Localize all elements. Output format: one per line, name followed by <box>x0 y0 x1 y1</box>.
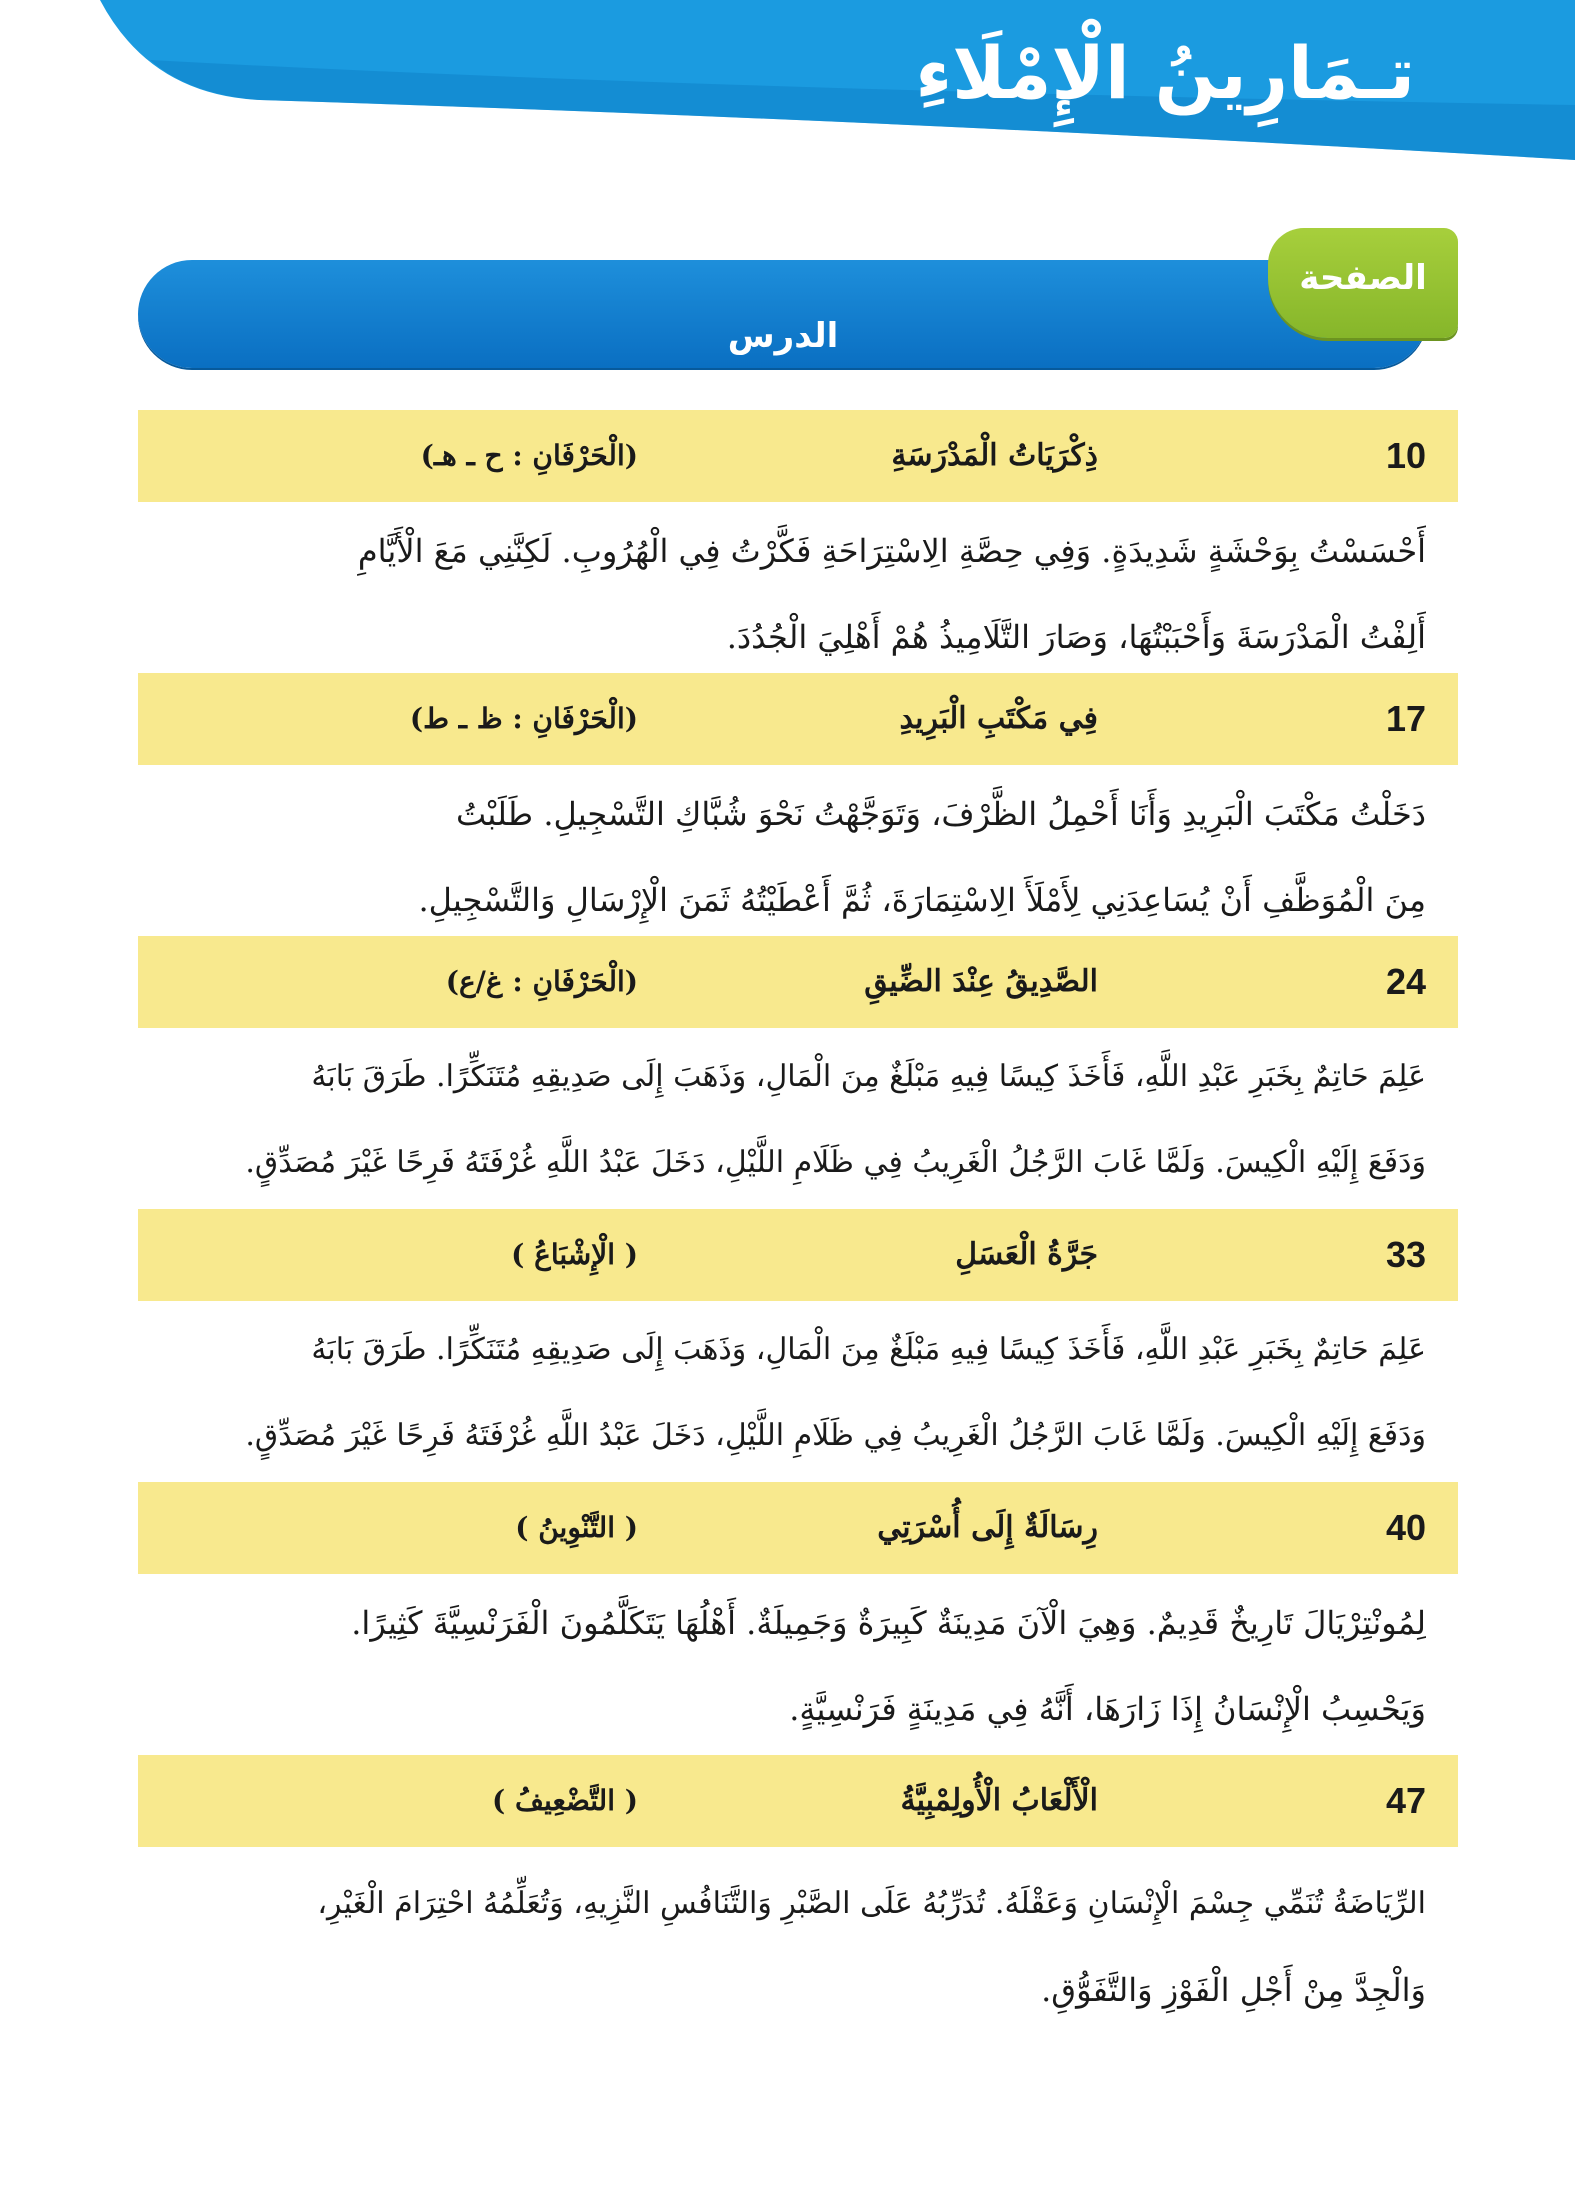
lesson-text-line: الرِّيَاضَةُ تُنَمِّي جِسْمَ الْإِنْسَانِ وَعَقْلَهُ. تُدَرِّبُهُ عَلَى الصَّبْرِ وَالتَّنَافُسِ النَّزِيهِ، وَتُعَلِّمُهُ احْتِرَامَ الْغَيْرِ، <box>317 1886 1426 1921</box>
lesson-text <box>138 1301 1458 1479</box>
page-title: تـمَارِينُ الْإِمْلَاءِ <box>915 31 1415 115</box>
lesson-title: جَرَّةُ الْعَسَلِ <box>955 1237 1098 1272</box>
lesson-page-number: 24 <box>1385 961 1426 1002</box>
lesson-text <box>138 765 1458 943</box>
lesson-text-line: دَخَلْتُ مَكْتَبَ الْبَرِيدِ وَأَنَا أَحْمِلُ الظَّرْفَ، وَتَوَجَّهْتُ نَحْوَ شُبَّاكِ التَّسْجِيلِ. طَلَبْتُ <box>456 795 1426 833</box>
lesson-topic: (الْحَرْفَانِ : غ/ع) <box>445 965 638 998</box>
lesson-header-row <box>138 410 1458 502</box>
lesson-header-row <box>138 1209 1458 1301</box>
lesson-text <box>138 1847 1458 2033</box>
lesson-title: فِي مَكْتَبِ الْبَرِيدِ <box>899 701 1098 736</box>
lesson-item <box>138 1482 1458 1755</box>
lesson-text-line: عَلِمَ حَاتِمٌ بِخَبَرِ عَبْدِ اللَّهِ، فَأَخَذَ كِيسًا فِيهِ مَبْلَغٌ مِنَ الْمَالِ، وَذَهَبَ إِلَى صَدِيقِهِ مُتَنَكِّرًا. طَرَقَ بَابَهُ <box>311 1332 1426 1367</box>
lesson-text-line: مِنَ الْمُوَظَّفِ أَنْ يُسَاعِدَنِي لِأَمْلَأَ الِاسْتِمَارَةَ، ثُمَّ أَعْطَيْتُهُ ثَمَنَ الْإِرْسَالِ وَالتَّسْجِيلِ. <box>418 881 1426 919</box>
lesson-header-row <box>138 936 1458 1028</box>
lesson-page-number: 10 <box>1385 435 1426 476</box>
lesson-text-line: أَلِفْتُ الْمَدْرَسَةَ وَأَحْبَبْتُهَا، وَصَارَ التَّلَامِيذُ هُمْ أَهْلِيَ الْجُدُدَ. <box>726 618 1426 656</box>
lesson-topic: ( التَّضْعِيفُ ) <box>492 1784 638 1817</box>
lesson-title: الصَّدِيقُ عِنْدَ الضِّيقِ <box>864 964 1098 999</box>
lesson-topic: ( الْإِشْبَاعُ ) <box>511 1238 638 1271</box>
lesson-topic: (الْحَرْفَانِ : ظ ـ ط) <box>409 702 638 735</box>
lesson-page-number: 47 <box>1385 1780 1426 1821</box>
lesson-text-line: وَالْجِدَّ مِنْ أَجْلِ الْفَوْزِ وَالتَّفَوُّقِ. <box>1041 1971 1426 2009</box>
table-header <box>138 228 1458 373</box>
lesson-text-line: وَدَفَعَ إِلَيْهِ الْكِيسَ. وَلَمَّا غَابَ الرَّجُلُ الْغَرِيبُ فِي ظَلَامِ اللَّيْلِ، دَخَلَ عَبْدُ اللَّهِ غُرْفَتَهُ فَرِحًا غَيْرَ مُصَدِّقٍ. <box>245 1145 1426 1180</box>
lesson-text <box>138 502 1458 680</box>
lesson-page-number: 17 <box>1385 698 1426 739</box>
lesson-text <box>138 1574 1458 1752</box>
header-page-label: الصفحة <box>1299 258 1427 298</box>
lesson-item <box>138 936 1458 1209</box>
lesson-item <box>138 1755 1458 2035</box>
lesson-topic: (الْحَرْفَانِ : ح ـ هـ) <box>420 439 638 472</box>
lesson-item <box>138 1209 1458 1482</box>
lesson-text-line: وَيَحْسِبُ الْإِنْسَانُ إِذَا زَارَهَا، أَنَّهُ فِي مَدِينَةٍ فَرَنْسِيَّةٍ. <box>789 1690 1426 1728</box>
lesson-header-row <box>138 1482 1458 1574</box>
lessons-list <box>138 410 1458 2035</box>
header-page-tab <box>1268 228 1458 338</box>
header-lesson-label: الدرس <box>727 316 839 356</box>
lesson-title: رِسَالَةٌ إِلَى أُسْرَتِي <box>877 1510 1098 1545</box>
lesson-title: الْأَلْعَابُ الْأُولِمْبِيَّةُ <box>900 1783 1098 1818</box>
lesson-text-line: وَدَفَعَ إِلَيْهِ الْكِيسَ. وَلَمَّا غَابَ الرَّجُلُ الْغَرِيبُ فِي ظَلَامِ اللَّيْلِ، دَخَلَ عَبْدُ اللَّهِ غُرْفَتَهُ فَرِحًا غَيْرَ مُصَدِّقٍ. <box>245 1418 1426 1453</box>
lesson-text <box>138 1028 1458 1206</box>
top-banner <box>0 0 1575 175</box>
header-blue-bar <box>138 260 1428 368</box>
lesson-title: ذِكْرَيَاتُ الْمَدْرَسَةِ <box>891 438 1098 473</box>
lesson-header-row <box>138 1755 1458 1847</box>
lesson-page-number: 40 <box>1385 1507 1426 1548</box>
lesson-text-line: أَحْسَسْتُ بِوَحْشَةٍ شَدِيدَةٍ. وَفِي حِصَّةِ الِاسْتِرَاحَةِ فَكَّرْتُ فِي الْهُرُوبِ. لَكِنَّنِي مَعَ الْأَيَّامِ <box>357 532 1426 570</box>
lesson-page-number: 33 <box>1385 1234 1426 1275</box>
lesson-text-line: لِمُونْتِرْيَالَ تَارِيخٌ قَدِيمٌ. وَهِيَ الْآنَ مَدِينَةٌ كَبِيرَةٌ وَجَمِيلَةٌ. أَهْلُهَا يَتَكَلَّمُونَ الْفَرَنْسِيَّةَ كَثِيرًا. <box>351 1604 1426 1642</box>
lesson-item <box>138 410 1458 673</box>
lesson-text-line: عَلِمَ حَاتِمٌ بِخَبَرِ عَبْدِ اللَّهِ، فَأَخَذَ كِيسًا فِيهِ مَبْلَغٌ مِنَ الْمَالِ، وَذَهَبَ إِلَى صَدِيقِهِ مُتَنَكِّرًا. طَرَقَ بَابَهُ <box>311 1059 1426 1094</box>
lesson-header-row <box>138 673 1458 765</box>
lesson-item <box>138 673 1458 936</box>
lesson-topic: ( التَّنْوِينُ ) <box>515 1511 638 1544</box>
